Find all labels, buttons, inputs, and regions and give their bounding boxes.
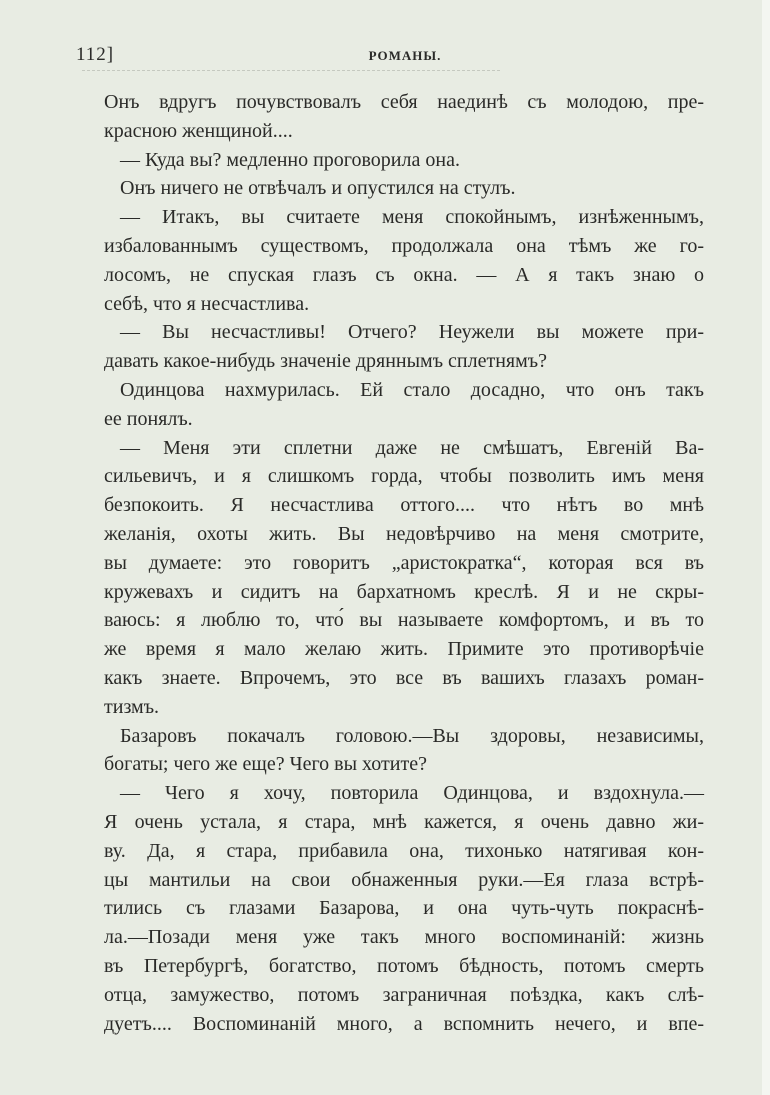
paragraph <box>104 434 704 722</box>
text-line: кружевахъ и сидитъ на бархатномъ креслѣ. Я и не скры- <box>104 580 704 603</box>
text-line: отца, замужество, потомъ заграничная поѣздка, какъ слѣ- <box>104 983 704 1006</box>
paragraph <box>104 376 704 434</box>
text-line: въ Петербургѣ, богатство, потомъ бѣдность, потомъ смерть <box>104 954 704 977</box>
text-line: безпокоить. Я несчастлива оттого.... что нѣтъ во мнѣ <box>104 494 704 517</box>
text-line: себѣ, что я несчастлива. <box>104 292 310 315</box>
text-line: ву. Да, я стара, прибавила она, тихонько натягивая кон- <box>104 839 704 862</box>
text-line: сильевичъ, и я слишкомъ горда, чтобы позволить имъ меня <box>104 465 704 488</box>
text-line: богаты; чего же еще? Чего вы хотите? <box>104 753 427 776</box>
text-line: же время я мало желаю жить. Примите это противорѣчіе <box>104 638 704 661</box>
text-line: вы думаете: это говоритъ „аристократка“, которая вся въ <box>104 551 704 574</box>
text-line: Базаровъ покачалъ головою.—Вы здоровы, независимы, <box>120 724 704 747</box>
text-line: Онъ ничего не отвѣчалъ и опустился на стулъ. <box>120 177 516 200</box>
text-line: — Итакъ, вы считаете меня спокойнымъ, изнѣженнымъ, <box>120 206 704 229</box>
page-number: 112] <box>76 44 115 65</box>
text-line: Онъ вдругъ почувствовалъ себя наединѣ съ молодою, пре- <box>104 91 704 113</box>
running-title: РОМАНЫ. <box>368 48 442 63</box>
text-line: ла.—Позади меня уже такъ много воспоминаній: жизнь <box>104 926 704 949</box>
text-line: ее понялъ. <box>104 407 193 430</box>
text-line: Я очень устала, я стара, мнѣ кажется, я очень давно жи- <box>104 810 704 833</box>
paragraph <box>104 318 704 376</box>
text-line: избалованнымъ существомъ, продолжала она тѣмъ же го- <box>104 234 704 257</box>
text-line: тизмъ. <box>104 695 160 718</box>
paragraph <box>104 174 704 203</box>
text-line: ваюсь: я люблю то, что́ вы называете комфортомъ, и въ то <box>104 609 704 632</box>
header-rule <box>82 70 500 71</box>
text-line: лосомъ, не спуская глазъ съ окна. — А я такъ знаю о <box>104 263 704 286</box>
paragraph <box>104 722 704 780</box>
text-line: красною женщиной.... <box>104 119 293 142</box>
text-line: какъ знаете. Впрочемъ, это все въ вашихъ глазахъ роман- <box>104 666 704 689</box>
text-line: — Чего я хочу, повторила Одинцова, и вздохнула.— <box>120 782 704 805</box>
text-line: дуетъ.... Воспоминаній много, а вспомнить нечего, и впе- <box>104 1012 704 1035</box>
text-line: цы мантильи на свои обнаженныя руки.—Ея глаза встрѣ- <box>104 868 704 891</box>
text-line: давать какое-нибудь значеніе дряннымъ сплетнямъ? <box>104 350 548 373</box>
page-edge <box>762 0 770 1095</box>
text-line: желанія, охоты жить. Вы недовѣрчиво на меня смотрите, <box>104 522 704 545</box>
paragraph <box>104 88 704 146</box>
text-line: — Вы несчастливы! Отчего? Неужели вы можете при- <box>120 321 704 344</box>
text-line: тились съ глазами Базарова, и она чуть-чуть покраснѣ- <box>104 897 704 920</box>
paragraph <box>104 779 704 1038</box>
text-line: — Куда вы? медленно проговорила она. <box>120 148 460 171</box>
paragraph <box>104 146 704 175</box>
body-text <box>104 88 704 1038</box>
paragraph <box>104 203 704 318</box>
text-line: — Меня эти сплетни даже не смѣшатъ, Евгеній Ва- <box>120 436 704 459</box>
text-line: Одинцова нахмурилась. Ей стало досадно, что онъ такъ <box>120 378 704 401</box>
